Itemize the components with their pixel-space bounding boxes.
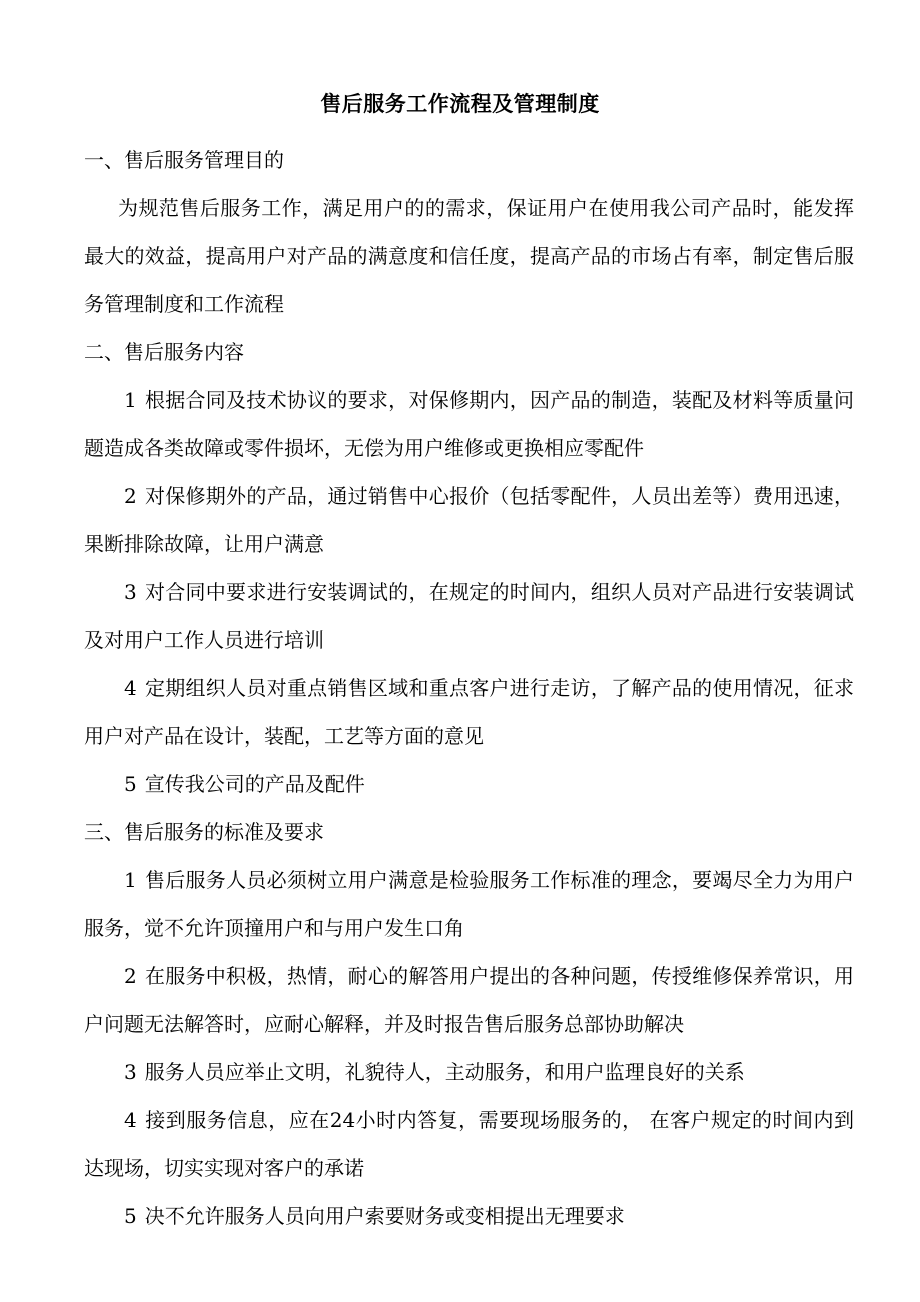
document-title: 售后服务工作流程及管理制度	[320, 91, 600, 116]
item-number: 3	[124, 580, 137, 604]
item-number: 1	[124, 388, 137, 412]
section-3-item	[84, 1192, 854, 1240]
section-2-item	[84, 664, 854, 760]
section-3-item	[84, 1048, 854, 1096]
item-text: 在服务中积极，热情，耐心的解答用户提出的各种问题，传授维修保养常识，用户问题无法解答时，应耐心解释，并及时报告售后服务总部协助解决	[84, 964, 854, 1036]
section-2-item	[84, 568, 854, 664]
item-number: 5	[124, 772, 137, 796]
item-number: 4	[124, 1108, 137, 1132]
section-3-item	[84, 1096, 854, 1192]
document-body	[84, 136, 854, 1240]
item-number: 2	[124, 964, 137, 988]
item-text: 宣传我公司的产品及配件	[144, 772, 365, 796]
item-text: 服务人员应举止文明，礼貌待人，主动服务，和用户监理良好的关系	[144, 1060, 745, 1084]
item-text: 对合同中要求进行安装调试的，在规定的时间内，组织人员对产品进行安装调试及对用户工作人员进行培训	[84, 580, 854, 652]
section-1-heading: 一、售后服务管理目的	[84, 148, 284, 172]
section-2-item	[84, 376, 854, 472]
section-3-item	[84, 856, 854, 952]
section-2-item	[84, 472, 854, 568]
item-text: 售后服务人员必须树立用户满意是检验服务工作标准的理念，要竭尽全力为用户服务，觉不允许顶撞用户和与用户发生口角	[84, 868, 854, 940]
item-text: 接到服务信息，应在24小时内答复，需要现场服务的， 在客户规定的时间内到达现场，切实实现对客户的承诺	[84, 1108, 854, 1180]
section-1-paragraph: 为规范售后服务工作，满足用户的的需求，保证用户在使用我公司产品时，能发挥最大的效益，提高用户对产品的满意度和信任度，提高产品的市场占有率，制定售后服务管理制度和工作流程	[84, 196, 854, 316]
section-2-heading: 二、售后服务内容	[84, 340, 244, 364]
section-3-heading: 三、售后服务的标准及要求	[84, 820, 324, 844]
item-number: 3	[124, 1060, 137, 1084]
item-number: 4	[124, 676, 137, 700]
item-number: 1	[124, 868, 137, 892]
item-text: 定期组织人员对重点销售区域和重点客户进行走访，了解产品的使用情况，征求用户对产品在设计，装配，工艺等方面的意见	[84, 676, 854, 748]
item-number: 5	[124, 1204, 137, 1228]
item-text: 根据合同及技术协议的要求，对保修期内，因产品的制造，装配及材料等质量问题造成各类故障或零件损坏，无偿为用户维修或更换相应零配件	[84, 388, 854, 460]
section-3-item	[84, 952, 854, 1048]
section-2-item	[84, 760, 854, 808]
item-text: 对保修期外的产品，通过销售中心报价（包括零配件，人员出差等）费用迅速，果断排除故障，让用户满意	[84, 484, 854, 556]
item-text: 决不允许服务人员向用户索要财务或变相提出无理要求	[144, 1204, 625, 1228]
item-number: 2	[124, 484, 137, 508]
